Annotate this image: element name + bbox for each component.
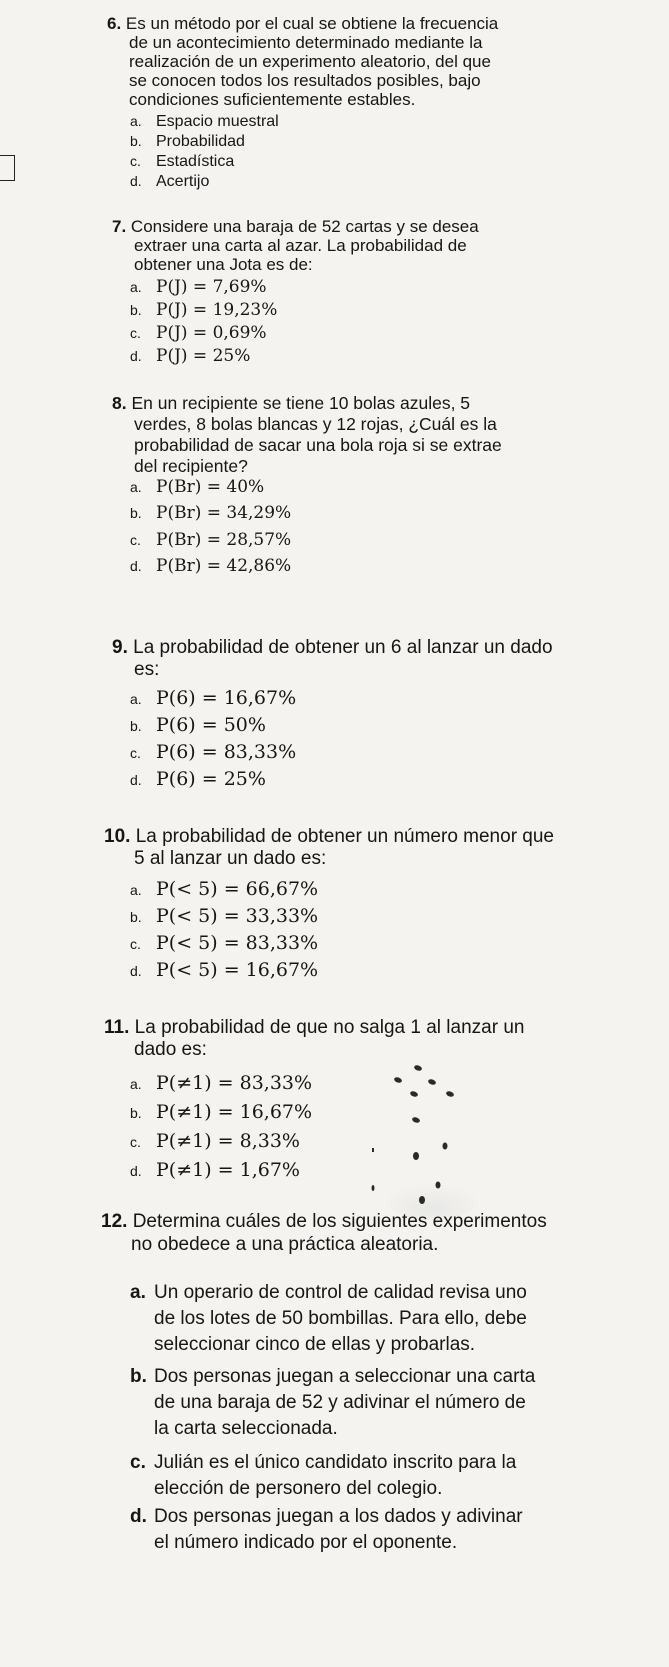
option-d[interactable] [130, 346, 250, 366]
option-text: Probabilidad [156, 133, 245, 150]
question-number: 11. [104, 1017, 130, 1038]
option-text: Espacio muestral [156, 113, 279, 130]
stem-line: Determina cuáles de los siguientes experimentos [132, 1211, 547, 1232]
option-a[interactable] [130, 113, 279, 131]
option-letter: b. [130, 1105, 142, 1121]
option-b[interactable] [130, 714, 266, 736]
option-b[interactable] [130, 1101, 312, 1123]
option-text: P(J) = 19,23% [156, 300, 278, 320]
option-letter: c. [130, 153, 141, 169]
option-c[interactable] [130, 741, 296, 763]
option-b[interactable] [130, 503, 291, 523]
stem-line: extraer una carta al azar. La probabilidad de [134, 236, 467, 255]
stem-line: realización de un experimento aleatorio, del que [129, 52, 491, 71]
question-number: 12. [101, 1211, 128, 1232]
stem-line: probabilidad de sacar una bola roja si se extrae [134, 435, 502, 455]
option-letter: c. [130, 745, 141, 761]
option-text: P(Br) = 40% [156, 477, 265, 497]
option-b[interactable] [130, 300, 277, 320]
option-c[interactable] [130, 1450, 516, 1502]
stem-line: de un acontecimiento determinado mediante la [129, 33, 483, 52]
option-text: Acertijo [156, 173, 210, 190]
option-letter: b. [130, 302, 142, 318]
option-text: P(6) = 83,33% [156, 741, 297, 763]
option-d[interactable] [130, 173, 209, 191]
option-letter: b. [130, 505, 142, 521]
option-letter: b. [130, 1366, 147, 1387]
option-d[interactable] [130, 768, 266, 790]
stem-line: Considere una baraja de 52 cartas y se desea [130, 217, 479, 236]
dice-icon [370, 1050, 490, 1230]
question-stem [112, 637, 553, 681]
option-d[interactable] [130, 959, 318, 981]
option-a[interactable] [130, 687, 296, 709]
option-letter: a. [130, 1282, 146, 1303]
option-c[interactable] [130, 530, 291, 550]
option-d[interactable] [130, 1504, 523, 1556]
stem-line: La probabilidad de obtener un número menor que [135, 826, 554, 847]
option-b[interactable] [130, 133, 245, 151]
option-letter: d. [130, 173, 142, 189]
stem-line: En un recipiente se tiene 10 bolas azules, 5 [131, 393, 471, 413]
option-text: P(Br) = 34,29% [156, 503, 292, 523]
option-line: Dos personas juegan a seleccionar una carta [154, 1366, 536, 1387]
option-letter: b. [130, 133, 142, 149]
option-text: P(≠1) = 1,67% [156, 1159, 300, 1181]
option-d[interactable] [130, 1159, 300, 1181]
option-text: P(J) = 25% [156, 346, 251, 366]
option-c[interactable] [130, 932, 318, 954]
option-a[interactable] [130, 1072, 312, 1094]
stem-line: del recipiente? [134, 456, 248, 476]
stem-line: dado es: [134, 1039, 207, 1060]
option-letter: d. [130, 348, 142, 364]
option-text: P(≠1) = 16,67% [156, 1101, 313, 1123]
option-letter: a. [130, 1076, 142, 1092]
stem-line: La probabilidad de que no salga 1 al lanzar un [134, 1017, 525, 1038]
option-text: P(< 5) = 83,33% [156, 932, 319, 954]
option-letter: d. [130, 1506, 147, 1527]
stem-line: no obedece a una práctica aleatoria. [131, 1234, 439, 1255]
option-letter: d. [130, 1163, 142, 1179]
option-letter: a. [130, 479, 142, 495]
option-letter: c. [130, 1134, 141, 1150]
option-text: P(≠1) = 83,33% [156, 1072, 313, 1094]
question-number: 8. [112, 393, 127, 413]
option-letter: c. [130, 936, 141, 952]
stem-line: verdes, 8 bolas blancas y 12 rojas, ¿Cuál es la [134, 414, 497, 434]
stem-line: 5 al lanzar un dado es: [134, 848, 327, 869]
option-letter: a. [130, 113, 142, 129]
option-text: P(≠1) = 8,33% [156, 1130, 300, 1152]
option-letter: d. [130, 558, 142, 574]
stem-line: es: [134, 659, 160, 680]
option-c[interactable] [130, 323, 267, 343]
option-letter: c. [130, 325, 141, 341]
option-line: la carta seleccionada. [154, 1418, 338, 1439]
option-c[interactable] [130, 1130, 300, 1152]
option-letter: a. [130, 882, 142, 898]
option-letter: b. [130, 718, 142, 734]
option-text: P(Br) = 28,57% [156, 530, 292, 550]
question-stem [101, 1210, 547, 1256]
option-a[interactable] [130, 878, 318, 900]
checkbox-icon [0, 155, 15, 181]
option-text: Estadística [156, 153, 235, 170]
option-a[interactable] [130, 1280, 527, 1358]
option-line: de una baraja de 52 y adivinar el número de [154, 1392, 526, 1413]
question-stem [112, 393, 502, 477]
option-line: Dos personas juegan a los dados y adivinar [154, 1506, 523, 1527]
stem-line: condiciones suficientemente estables. [129, 90, 416, 109]
stem-line: La probabilidad de obtener un 6 al lanzar un dado [133, 637, 553, 658]
option-text: P(6) = 50% [156, 714, 266, 736]
option-text: P(J) = 7,69% [156, 277, 267, 297]
question-stem [107, 14, 498, 109]
option-text: P(J) = 0,69% [156, 323, 267, 343]
question-number: 7. [112, 217, 127, 236]
stem-line: se conocen todos los resultados posibles, bajo [129, 71, 481, 90]
option-c[interactable] [130, 153, 234, 171]
option-line: elección de personero del colegio. [154, 1478, 443, 1499]
stem-line: Es un método por el cual se obtiene la frecuencia [125, 14, 499, 33]
option-letter: d. [130, 772, 142, 788]
option-line: Un operario de control de calidad revisa uno [154, 1282, 527, 1303]
option-line: Julián es el único candidato inscrito para la [154, 1452, 517, 1473]
question-number: 9. [112, 637, 128, 658]
option-text: P(6) = 16,67% [156, 687, 297, 709]
option-b[interactable] [130, 1364, 535, 1442]
stem-line: obtener una Jota es de: [134, 255, 313, 274]
option-text: P(< 5) = 16,67% [156, 959, 319, 981]
option-line: el número indicado por el oponente. [154, 1532, 458, 1553]
option-text: P(Br) = 42,86% [156, 556, 292, 576]
question-number: 10. [104, 826, 131, 847]
option-letter: d. [130, 963, 142, 979]
option-line: de los lotes de 50 bombillas. Para ello, debe [154, 1308, 527, 1329]
option-text: P(< 5) = 66,67% [156, 878, 319, 900]
option-letter: a. [130, 691, 142, 707]
question-number: 6. [107, 14, 122, 33]
question-stem [104, 826, 554, 870]
option-letter: c. [130, 1452, 146, 1473]
option-text: P(< 5) = 33,33% [156, 905, 319, 927]
question-stem [112, 217, 479, 274]
option-letter: a. [130, 279, 142, 295]
option-line: seleccionar cinco de ellas y probarlas. [154, 1334, 476, 1355]
option-letter: b. [130, 909, 142, 925]
option-text: P(6) = 25% [156, 768, 266, 790]
option-a[interactable] [130, 477, 264, 497]
option-b[interactable] [130, 905, 318, 927]
option-d[interactable] [130, 556, 291, 576]
option-a[interactable] [130, 277, 267, 297]
option-letter: c. [130, 532, 141, 548]
